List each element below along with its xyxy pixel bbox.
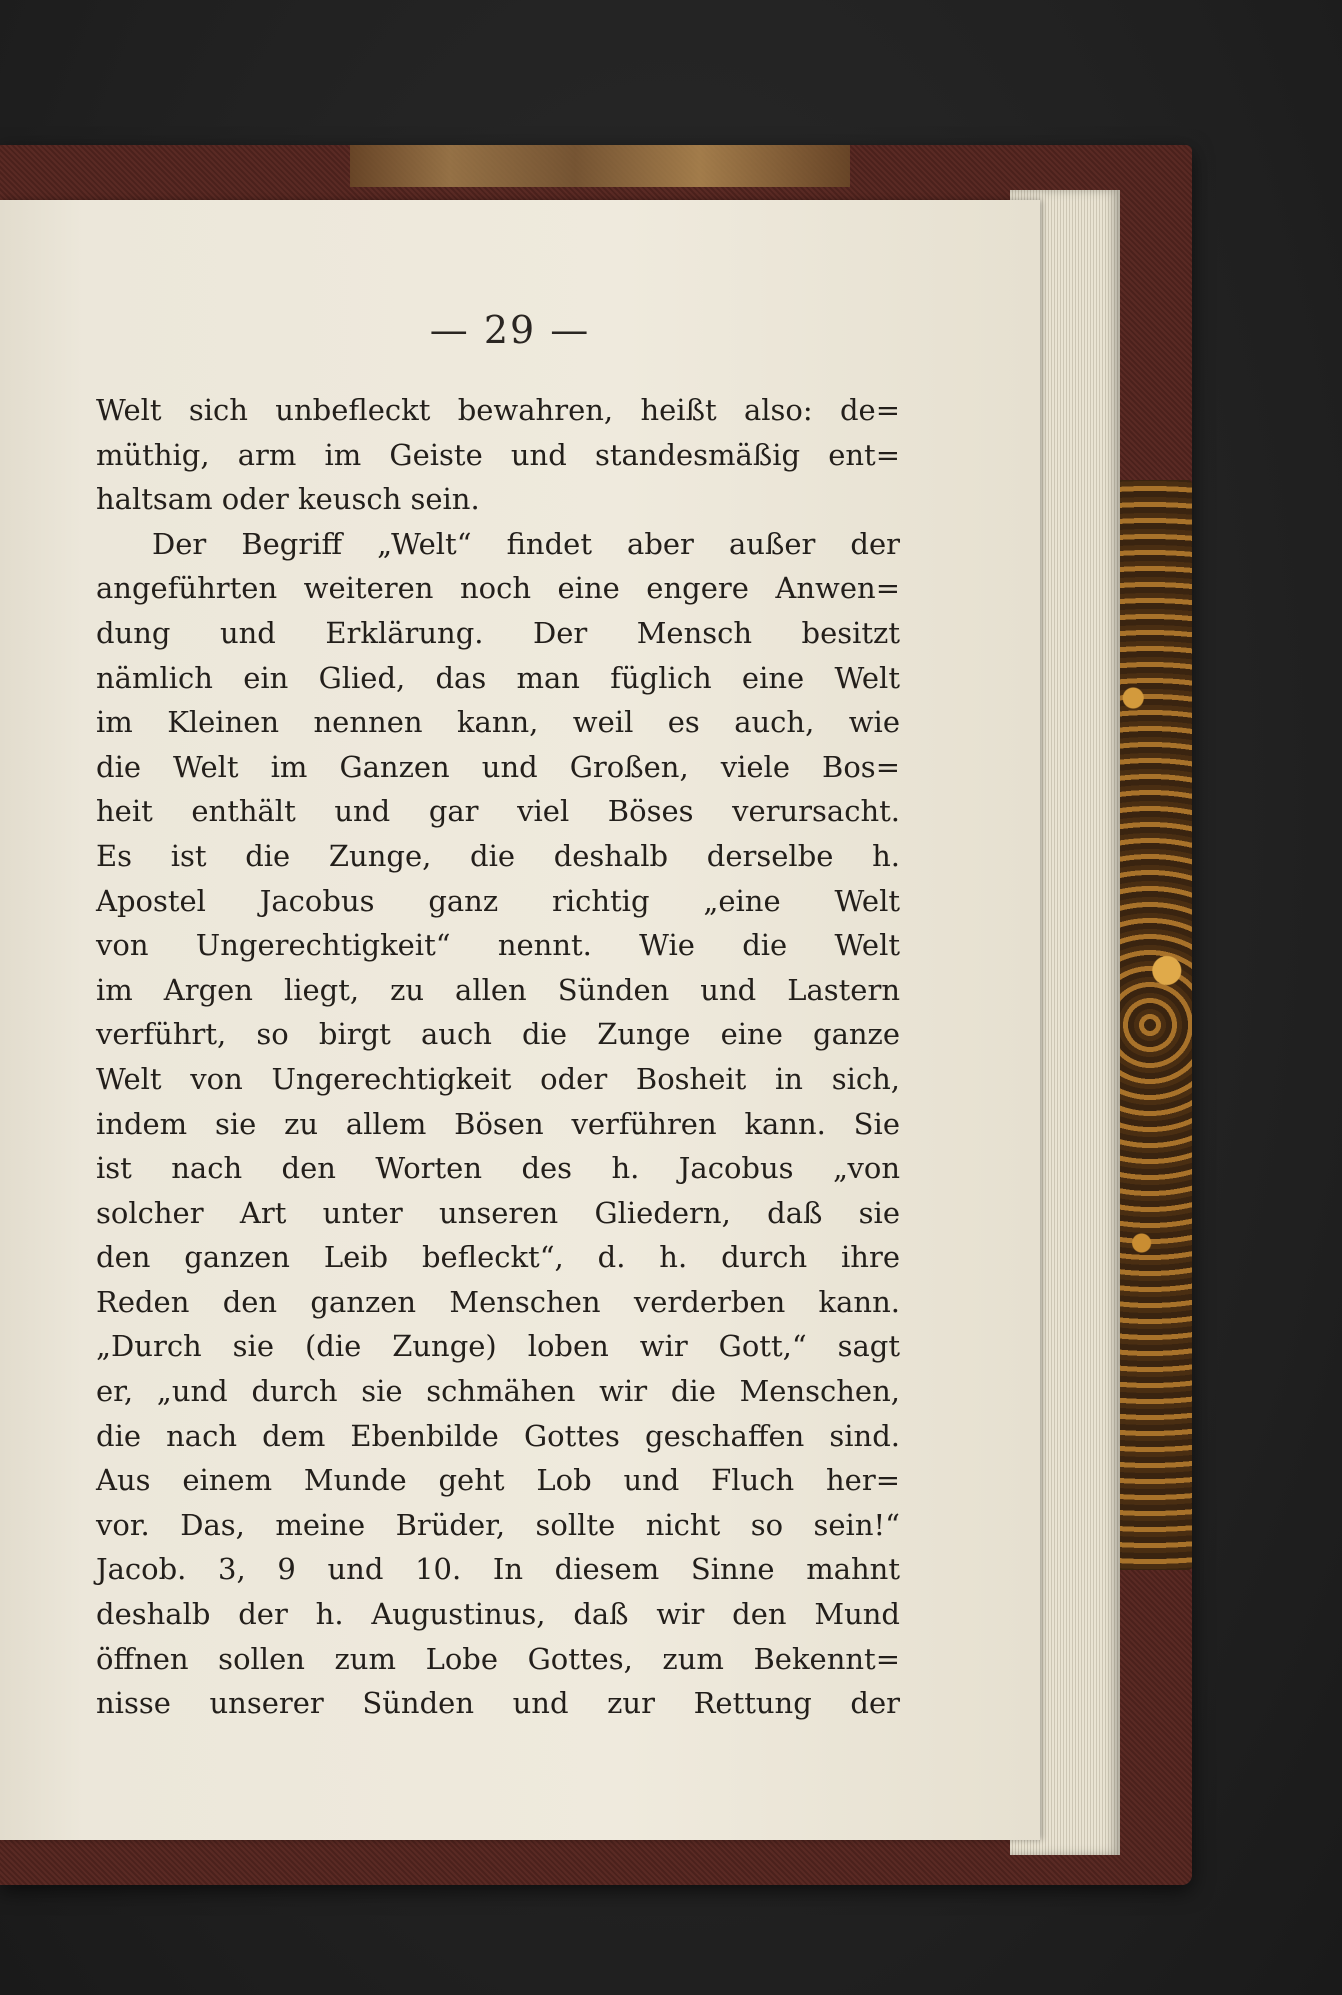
text-line: „Durch sie (die Zunge) loben wir Gott,“ sagt (96, 1329, 900, 1364)
text-line: Apostel Jacobus ganz richtig „eine Welt (96, 883, 900, 918)
text-line: im Argen liegt, zu allen Sünden und Lastern (96, 972, 900, 1007)
marbled-endpaper (1108, 480, 1192, 1570)
text-line: deshalb der h. Augustinus, daß wir den Mund (96, 1597, 900, 1632)
text-line: Jacob. 3, 9 und 10. In diesem Sinne mahnt (96, 1552, 900, 1587)
text-line: Welt von Ungerechtigkeit oder Bosheit in sich, (96, 1061, 900, 1096)
cover-gold-trim (350, 145, 850, 187)
text-line: vor. Das, meine Brüder, sollte nicht so sein!“ (96, 1507, 900, 1542)
text-line: die nach dem Ebenbilde Gottes geschaffen sind. (96, 1418, 900, 1453)
body-text (96, 388, 900, 1726)
text-line: von Ungerechtigkeit“ nennt. Wie die Welt (96, 928, 900, 963)
text-line: Aus einem Munde geht Lob und Fluch her= (96, 1463, 900, 1498)
text-line: Welt sich unbefleckt bewahren, heißt also: de= (96, 393, 900, 427)
text-line: er, „und durch sie schmähen wir die Menschen, (96, 1374, 900, 1409)
text-line: indem sie zu allem Bösen verführen kann. Sie (96, 1106, 900, 1141)
text-line: Es ist die Zunge, die deshalb derselbe h. (96, 838, 900, 873)
text-line: öffnen sollen zum Lobe Gottes, zum Bekennt= (96, 1641, 900, 1676)
text-line: nisse unserer Sünden und zur Rettung der (96, 1686, 900, 1721)
text-line: dung und Erklärung. Der Mensch besitzt (96, 615, 900, 650)
text-line: Der Begriff „Welt“ findet aber außer der (152, 526, 900, 561)
text-line: heit enthält und gar viel Böses verursacht. (96, 794, 900, 829)
text-line: solcher Art unter unseren Gliedern, daß sie (96, 1195, 900, 1230)
text-line: verführt, so birgt auch die Zunge eine ganze (96, 1017, 900, 1052)
text-line: Reden den ganzen Menschen verderben kann. (96, 1284, 900, 1319)
text-line: die Welt im Ganzen und Großen, viele Bos= (96, 749, 900, 784)
text-line: haltsam oder keusch sein. (96, 482, 480, 517)
text-line: müthig, arm im Geiste und standesmäßig ent= (96, 437, 900, 472)
text-line: ist nach den Worten des h. Jacobus „von (96, 1151, 900, 1186)
page-number: — 29 — (429, 308, 591, 352)
text-line: im Kleinen nennen kann, weil es auch, wie (96, 705, 900, 740)
text-line: angeführten weiteren noch eine engere Anwen= (96, 571, 900, 606)
text-line: nämlich ein Glied, das man füglich eine Welt (96, 660, 900, 695)
text-line: den ganzen Leib befleckt“, d. h. durch ihre (96, 1240, 900, 1275)
